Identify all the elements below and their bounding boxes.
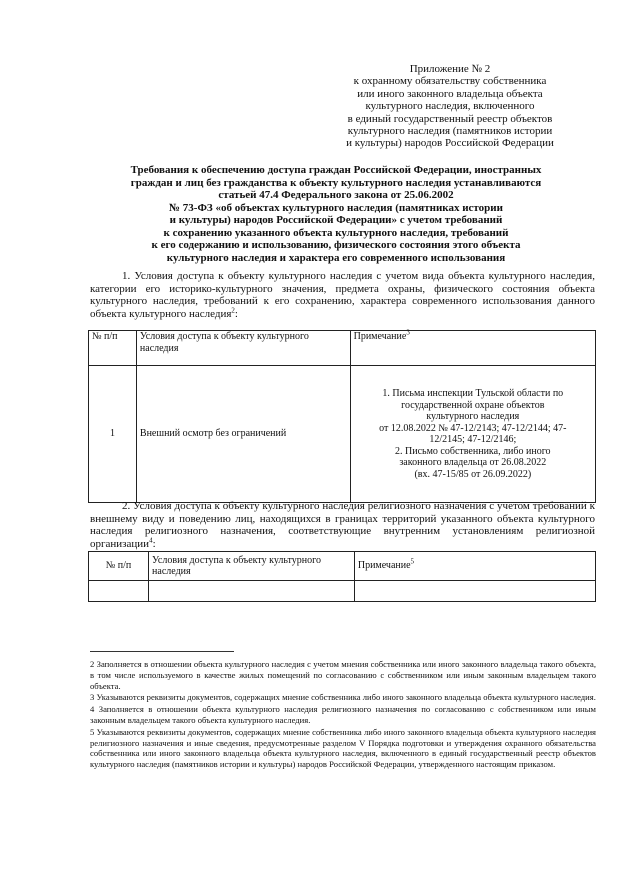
title-line: к сохранению указанного объекта культурного наследия, требований	[163, 226, 509, 239]
note-line: законного владельца от 26.08.2022	[399, 457, 547, 468]
footnote-4: 4 Заполняется в отношении объекта культурного наследия религиозного назначения по согласованию с собственником или иным законным владельцем такого объекта культурного наследия.	[90, 704, 596, 725]
title-line: Требования к обеспечению доступа граждан Российской Федерации, иностранных	[130, 164, 542, 176]
header-note: Примечание	[357, 560, 411, 572]
footnote-divider	[90, 651, 234, 652]
title-line: граждан и лиц без гражданства к объекту культурного наследия устанавливаются	[130, 176, 542, 189]
section-1-end: :	[234, 307, 238, 320]
table-row	[89, 581, 596, 602]
note-line: 12/2145; 47-12/2146;	[429, 434, 517, 445]
section-1-text: 1. Условия доступа к объекту культурного наследия с учетом вида объекта культурного наследия, категории его историко-культурного значения, предмета охраны, физического состояния объекта культурного наследия, требований к его сохранению, характера современного использования данного объекта культурного наследия	[90, 270, 595, 320]
title-line: культурного наследия и характера его современного использования	[166, 251, 506, 264]
header-condition: Условия доступа к объекту культурного наследия	[152, 554, 321, 577]
header-note-cell	[354, 552, 595, 581]
note-line: от 12.08.2022 № 47-12/2143; 47-12/2144; 47-	[379, 422, 567, 434]
header-num-cell	[89, 331, 137, 366]
section-2-end: :	[152, 537, 156, 550]
section-2-paragraph	[90, 500, 595, 550]
empty-cell	[89, 581, 149, 602]
header-note: Примечание	[353, 331, 407, 342]
title-line: и культуры) народов Российской Федерации» с учетом требований	[169, 214, 503, 226]
empty-cell	[149, 581, 355, 602]
appendix-line: культурного наследия (памятников истории	[347, 125, 553, 138]
note-line: 2. Письмо собственника, либо иного	[395, 445, 551, 457]
empty-cell	[354, 581, 595, 602]
header-num: № п/п	[105, 560, 132, 572]
appendix-line: к охранному обязательству собственника	[353, 75, 547, 88]
appendix-line: и культуры) народов Российской Федерации	[346, 137, 554, 150]
appendix-header	[300, 63, 600, 150]
header-num-cell	[89, 552, 149, 581]
appendix-line: Приложение № 2	[409, 63, 491, 75]
document-title	[80, 164, 592, 264]
table-header-row	[89, 552, 596, 581]
row-condition-cell	[136, 366, 350, 503]
footnote-ref-4: 4	[149, 536, 153, 545]
row-condition: Внешний осмотр без ограничений	[139, 428, 287, 440]
title-line: № 73-ФЗ «об объектах культурного наследия (памятниках истории	[169, 201, 503, 214]
footnotes	[90, 659, 596, 771]
header-condition: Условия доступа к объекту культурного наследия	[139, 331, 309, 354]
section-2-text: 2. Условия доступа к объекту культурного наследия религиозного назначения с учетом требований к внешнему виду и поведению лиц, находящихся в границах территорий указанного объекта культурного наследия религиозного назначения, соответствующие внутренним установлениям религиозной организации	[90, 500, 595, 550]
religious-access-table	[88, 551, 596, 602]
header-condition-cell	[149, 552, 355, 581]
header-num: № п/п	[92, 331, 118, 342]
row-num-cell	[89, 366, 137, 503]
note-line: (вх. 47-15/85 от 26.09.2022)	[414, 468, 532, 480]
footnote-ref-5: 5	[410, 557, 415, 566]
access-conditions-table	[88, 330, 596, 503]
footnote-2: 2 Заполняется в отношении объекта культурного наследия с учетом мнения собственника или иного законного владельца такого объекта, в том числе используемого в качестве жилых помещений по согласованию с собственником или иным законным владельцем такого объекта.	[90, 659, 596, 691]
table-row	[89, 366, 596, 503]
footnote-ref-2: 2	[231, 306, 235, 315]
header-condition-cell	[136, 331, 350, 366]
table-header-row	[89, 331, 596, 366]
row-num: 1	[109, 428, 115, 440]
title-line: к его содержанию и использованию, физического состояния этого объекта	[151, 239, 521, 251]
footnote-5: 5 Указываются реквизиты документов, содержащих мнение собственника либо иного законного владельца объекта культурного наследия религиозного назначения и иные сведения, предусмотренные разделом V Порядка подготовки и утверждения охранного обязательства собственника или иного законного владельца объекта культурного наследия, включенного в единый государственный реестр объектов культурного наследия (памятников истории и культуры) народов Российской Федерации, утвержденного настоящим приказом.	[90, 726, 596, 770]
footnote-ref-3: 3	[406, 328, 410, 337]
appendix-line: или иного законного владельца объекта	[357, 87, 543, 100]
note-line: 1. Письма инспекции Тульской области по	[382, 388, 564, 399]
row-note-cell	[350, 366, 595, 503]
section-1-paragraph	[90, 270, 595, 320]
header-note-cell	[350, 328, 595, 366]
appendix-line: культурного наследия, включенного	[365, 100, 535, 113]
appendix-line: в единый государственный реестр объектов	[347, 112, 553, 125]
note-line: государственной охране объектов	[401, 399, 545, 411]
footnote-3: 3 Указываются реквизиты документов, содержащих мнение собственника либо иного законного владельца объекта культурного наследия.	[90, 692, 596, 703]
title-line: статьей 47.4 Федерального закона от 25.06.2002	[218, 189, 454, 201]
note-line: культурного наследия	[426, 411, 520, 422]
